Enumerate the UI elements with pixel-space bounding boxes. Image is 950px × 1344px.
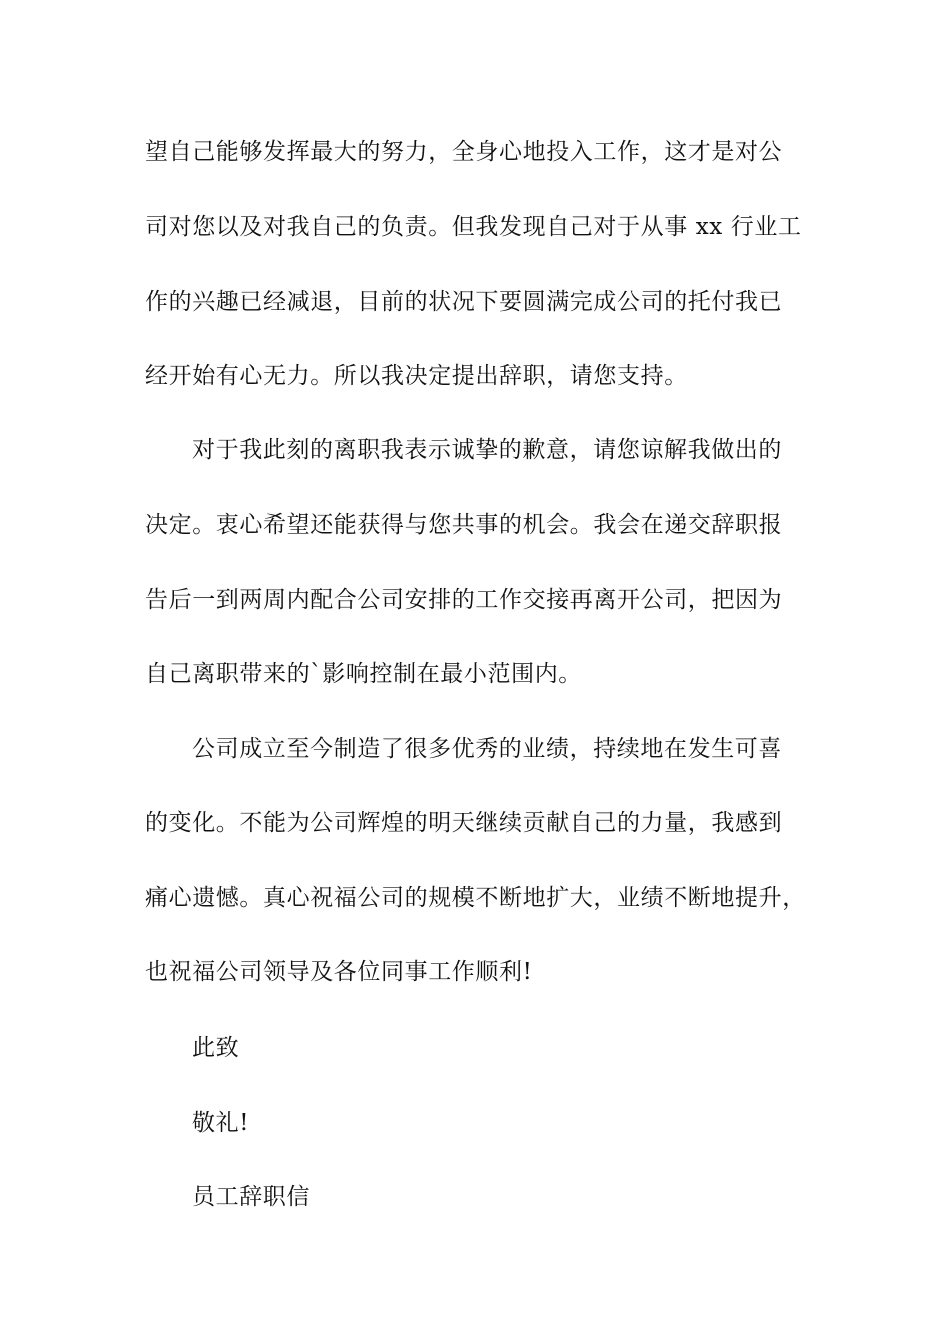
closing-signature: 员工辞职信 [192,1184,310,1210]
paragraph-1-line-2: 司对您以及对我自己的负责。但我发现自己对于从事 xx 行业工 [145,214,802,240]
paragraph-3-line-2: 的变化。不能为公司辉煌的明天继续贡献自己的力量，我感到 [145,810,783,836]
paragraph-2-line-1: 对于我此刻的离职我表示诚挚的歉意，请您谅解我做出的 [192,437,782,463]
closing-salutation-1: 此致 [192,1035,240,1061]
paragraph-2-line-2: 决定。衷心希望还能获得与您共事的机会。我会在递交辞职报 [145,512,783,538]
paragraph-1-line-3: 作的兴趣已经减退，目前的状况下要圆满完成公司的托付我已 [145,289,783,315]
paragraph-3-line-4: 也祝福公司领导及各位同事工作顺利! [145,959,533,985]
paragraph-2-line-3: 告后一到两周内配合公司安排的工作交接再离开公司，把因为 [145,587,783,613]
paragraph-1-line-1: 望自己能够发挥最大的努力，全身心地投入工作，这才是对公 [145,139,783,165]
closing-salutation-2: 敬礼! [192,1110,250,1136]
paragraph-2-line-4: 自己离职带来的`影响控制在最小范围内。 [145,661,582,687]
paragraph-3-line-1: 公司成立至今制造了很多优秀的业绩，持续地在发生可喜 [192,736,782,762]
paragraph-1-line-4: 经开始有心无力。所以我决定提出辞职，请您支持。 [145,363,688,389]
paragraph-3-line-3: 痛心遗憾。真心祝福公司的规模不断地扩大，业绩不断地提升， [145,885,806,911]
